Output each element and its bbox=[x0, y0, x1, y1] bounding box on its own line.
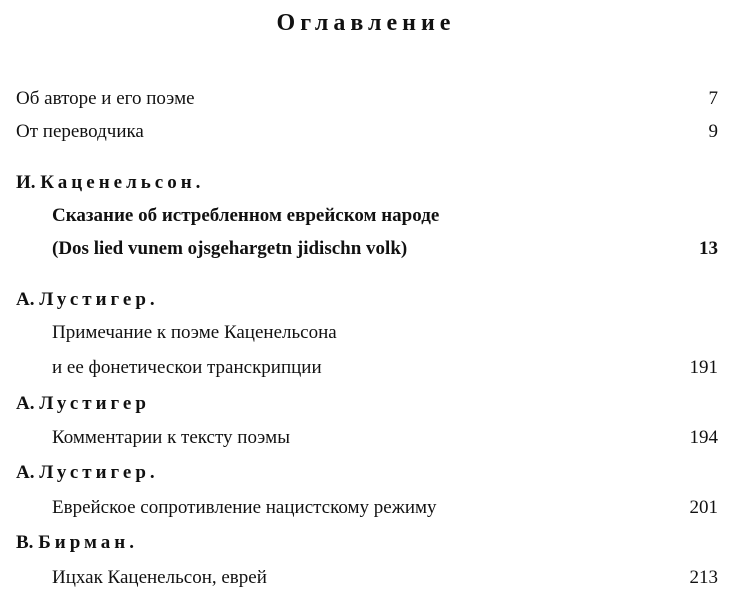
author-heading bbox=[16, 528, 138, 558]
author-name: Лустигер. bbox=[39, 462, 159, 483]
toc-entry-page: 191 bbox=[689, 357, 718, 378]
toc-entry-text: Сказание об истребленном еврейском народе bbox=[52, 205, 440, 226]
author-name: Лустигер bbox=[39, 393, 150, 414]
toc-entry-text: Ицхак Каценельсон, еврей bbox=[52, 567, 267, 588]
toc-entry-translator bbox=[0, 117, 732, 147]
toc-entry bbox=[0, 318, 732, 348]
author-name: Бирман. bbox=[38, 532, 138, 553]
toc-entry-about-author bbox=[0, 84, 732, 114]
author-initial: А. bbox=[16, 462, 35, 483]
toc-entry-page: 194 bbox=[689, 427, 718, 448]
toc-entry bbox=[0, 423, 732, 453]
toc-author-heading bbox=[0, 285, 732, 315]
toc-entry-page: 7 bbox=[708, 88, 718, 109]
toc-entry bbox=[0, 563, 732, 593]
toc-entry-text: (Dos lied vunem ojsgehargetn jidischn volk) bbox=[52, 238, 408, 259]
toc-entry-text: Еврейское сопротивление нацистскому режиму bbox=[52, 497, 437, 518]
toc-entry-text: Комментарии к тексту поэмы bbox=[52, 427, 290, 448]
toc-author-heading bbox=[0, 168, 732, 198]
author-name: Лустигер. bbox=[39, 289, 159, 310]
author-heading bbox=[16, 285, 159, 315]
toc-entry bbox=[0, 201, 732, 231]
author-name: Каценельсон. bbox=[40, 172, 205, 193]
author-heading bbox=[16, 168, 204, 198]
toc-entry-page: 201 bbox=[689, 497, 718, 518]
author-initial: А. bbox=[16, 289, 35, 310]
toc-entry bbox=[0, 234, 732, 264]
toc-entry bbox=[0, 353, 732, 383]
toc-entry-text: Примечание к поэме Каценельсона bbox=[52, 322, 337, 343]
toc-author-heading bbox=[0, 389, 732, 419]
author-initial: И. bbox=[16, 172, 36, 193]
toc-author-heading bbox=[0, 458, 732, 488]
toc-entry bbox=[0, 493, 732, 523]
author-heading bbox=[16, 458, 159, 488]
toc-entry-text: Об авторе и его поэме bbox=[16, 88, 195, 109]
author-heading bbox=[16, 389, 150, 419]
toc-entry-page: 13 bbox=[699, 238, 718, 259]
toc-author-heading bbox=[0, 528, 732, 558]
page-title: Оглавление bbox=[276, 10, 456, 36]
toc-entry-page: 9 bbox=[708, 121, 718, 142]
toc-entry-page: 213 bbox=[689, 567, 718, 588]
author-initial: А. bbox=[16, 393, 35, 414]
toc-entry-text: От переводчика bbox=[16, 121, 144, 142]
toc-entry-text: и ее фонетическои транскрипции bbox=[52, 357, 322, 378]
author-initial: В. bbox=[16, 532, 34, 553]
